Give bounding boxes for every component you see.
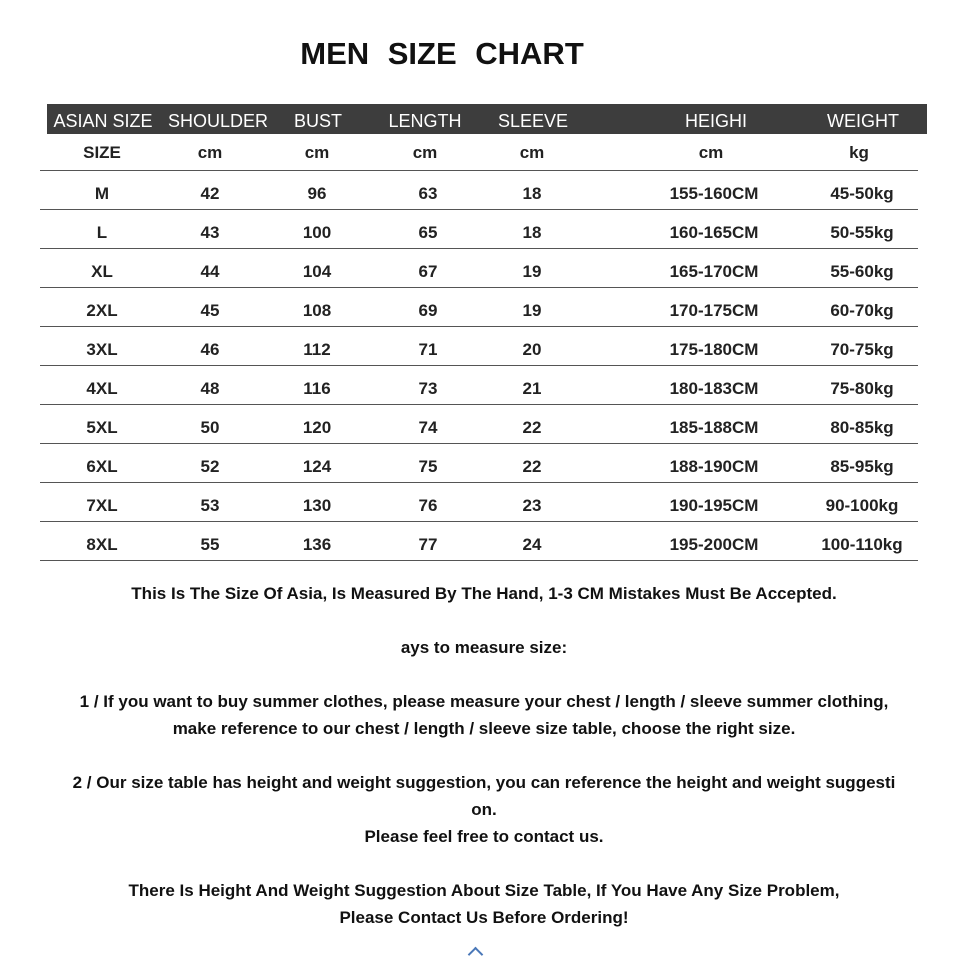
- table-row: [40, 327, 918, 366]
- tip-1-line-1: 1 / If you want to buy summer clothes, please measure your chest / length / sleeve summer clothing,: [79, 692, 889, 711]
- cell-bust: 96: [307, 184, 327, 203]
- cell-size: XL: [91, 262, 113, 281]
- cell-weight: 90-100kg: [825, 496, 899, 515]
- cell-height: 180-183CM: [669, 379, 759, 398]
- cell-size: L: [96, 223, 108, 242]
- cell-height: 155-160CM: [669, 184, 759, 203]
- cell-length: 75: [418, 457, 438, 476]
- cell-length: 69: [418, 301, 438, 320]
- cell-sleeve: 19: [522, 301, 542, 320]
- cell-shoulder: 46: [200, 340, 220, 359]
- table-row: [40, 444, 918, 483]
- table-row: [40, 249, 918, 288]
- cell-height: 195-200CM: [669, 535, 759, 554]
- table-row: [40, 405, 918, 444]
- table-row: [40, 171, 918, 210]
- cell-height: 188-190CM: [669, 457, 759, 476]
- cell-shoulder: 48: [200, 379, 220, 398]
- cell-bust: 108: [302, 301, 332, 320]
- cell-size: M: [94, 184, 110, 203]
- cell-bust: 120: [302, 418, 332, 437]
- cell-size: 6XL: [86, 457, 118, 476]
- cell-bust: 104: [302, 262, 332, 281]
- table-units-row: [40, 134, 918, 171]
- cell-weight: 80-85kg: [830, 418, 894, 437]
- cell-sleeve: 22: [522, 418, 542, 437]
- tip-2-line-2: on.: [471, 800, 497, 819]
- header-weight: WEIGHT: [827, 111, 899, 131]
- tip-2-line-3: Please feel free to contact us.: [364, 827, 604, 846]
- closing-line-1: There Is Height And Weight Suggestion About Size Table, If You Have Any Size Problem,: [128, 881, 840, 900]
- header-length: LENGTH: [388, 111, 462, 131]
- header-sleeve: SLEEVE: [497, 111, 569, 131]
- cell-size: 3XL: [86, 340, 118, 359]
- cell-height: 170-175CM: [669, 301, 759, 320]
- cell-size: 4XL: [86, 379, 118, 398]
- header-bust: BUST: [293, 111, 343, 131]
- cell-weight: 100-110kg: [821, 535, 903, 554]
- size-chart-table: [40, 104, 927, 561]
- cell-height: 165-170CM: [669, 262, 759, 281]
- cell-weight: 75-80kg: [830, 379, 894, 398]
- cell-length: 74: [418, 418, 438, 437]
- ways-heading: ays to measure size:: [400, 638, 568, 657]
- cell-size: 8XL: [86, 535, 118, 554]
- cell-shoulder: 53: [200, 496, 220, 515]
- cell-sleeve: 19: [522, 262, 542, 281]
- cell-height: 160-165CM: [669, 223, 759, 242]
- header-shoulder: SHOULDER: [167, 111, 269, 131]
- cell-length: 77: [418, 535, 438, 554]
- cell-weight: 85-95kg: [830, 457, 894, 476]
- table-row: [40, 522, 918, 561]
- unit-shoulder: cm: [197, 143, 223, 162]
- cell-sleeve: 22: [522, 457, 542, 476]
- cell-size: 5XL: [86, 418, 118, 437]
- unit-bust: cm: [304, 143, 330, 162]
- cell-shoulder: 42: [200, 184, 220, 203]
- cell-bust: 100: [302, 223, 332, 242]
- cell-size: 7XL: [86, 496, 118, 515]
- page-title: MEN SIZE CHART: [300, 36, 584, 71]
- header-height: HEIGHI: [684, 111, 748, 131]
- table-header-row: [47, 104, 927, 134]
- cell-length: 65: [418, 223, 438, 242]
- cell-weight: 45-50kg: [830, 184, 894, 203]
- header-asian-size: ASIAN SIZE: [53, 111, 153, 131]
- unit-height: cm: [698, 143, 724, 162]
- size-notes: [40, 580, 928, 931]
- table-row: [40, 483, 918, 522]
- cell-shoulder: 43: [200, 223, 220, 242]
- unit-weight: kg: [849, 143, 869, 162]
- cell-bust: 124: [302, 457, 332, 476]
- cell-shoulder: 52: [200, 457, 220, 476]
- tip-1-line-2: make reference to our chest / length / sleeve size table, choose the right size.: [172, 719, 796, 738]
- cell-sleeve: 18: [522, 184, 542, 203]
- cell-size: 2XL: [86, 301, 118, 320]
- unit-length: cm: [412, 143, 438, 162]
- cell-length: 76: [418, 496, 438, 515]
- cell-length: 67: [418, 262, 438, 281]
- cell-sleeve: 24: [522, 535, 542, 554]
- cell-bust: 130: [302, 496, 332, 515]
- table-row: [40, 366, 918, 405]
- cell-weight: 60-70kg: [830, 301, 894, 320]
- cell-sleeve: 21: [522, 379, 542, 398]
- cell-height: 185-188CM: [669, 418, 759, 437]
- cell-weight: 70-75kg: [830, 340, 894, 359]
- unit-sleeve: cm: [519, 143, 545, 162]
- cell-height: 175-180CM: [669, 340, 759, 359]
- chevron-up-icon[interactable]: [468, 947, 484, 962]
- cell-weight: 50-55kg: [830, 223, 894, 242]
- cell-shoulder: 55: [200, 535, 220, 554]
- cell-length: 71: [418, 340, 438, 359]
- cell-sleeve: 18: [522, 223, 542, 242]
- cell-height: 190-195CM: [669, 496, 759, 515]
- cell-shoulder: 45: [200, 301, 220, 320]
- cell-shoulder: 44: [200, 262, 220, 281]
- unit-size: SIZE: [83, 143, 121, 162]
- tip-2-line-1: 2 / Our size table has height and weight suggestion, you can reference the height and weight suggesti: [72, 773, 896, 792]
- cell-sleeve: 23: [522, 496, 542, 515]
- table-row: [40, 210, 918, 249]
- cell-bust: 112: [303, 340, 331, 359]
- cell-shoulder: 50: [200, 418, 220, 437]
- cell-weight: 55-60kg: [830, 262, 894, 281]
- measurement-disclaimer: This Is The Size Of Asia, Is Measured By The Hand, 1-3 CM Mistakes Must Be Accepted.: [131, 584, 837, 603]
- closing-line-2: Please Contact Us Before Ordering!: [339, 908, 629, 927]
- cell-bust: 136: [302, 535, 332, 554]
- cell-length: 73: [418, 379, 438, 398]
- cell-bust: 116: [303, 379, 331, 398]
- table-body: [40, 171, 927, 561]
- cell-sleeve: 20: [522, 340, 542, 359]
- cell-length: 63: [418, 184, 438, 203]
- table-row: [40, 288, 918, 327]
